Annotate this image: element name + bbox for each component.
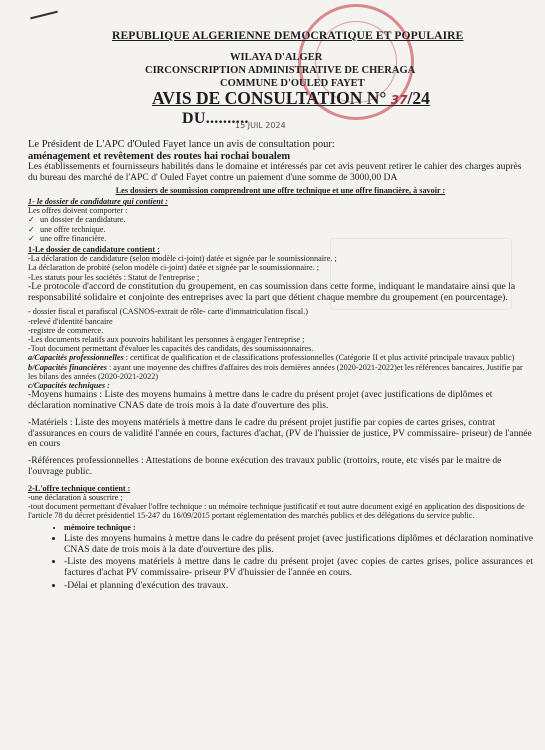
check-icon: ✓ (28, 233, 35, 243)
list-item: • Liste des moyens humains à mettre dans le cadre du présent projet (avec justifications diplômes et déclaration nominative CNAS date de trois mois à la date d'ouverture des plis. (64, 534, 533, 556)
pen-mark (30, 11, 58, 20)
commune-title: COMMUNE D'OULED FAYET (220, 78, 365, 89)
candidature-line: La déclaration de probité (selon modèle ci-joint) datée et signée par le soumissionnaire. ; (28, 263, 320, 273)
avis-title (152, 88, 430, 109)
intro-conditions: Les établissements et fournisseurs habilités dans le domaine et intéressés par cet avis peuvent retirer le cahier des charges auprès du bureau des marché de l'APC d' Ouled Fayet contre un paiement d'une somme de 3000,00 DA (28, 161, 522, 183)
avis-year: /24 (407, 88, 430, 108)
offre-technique-title: 2-L'offre technique contient : (28, 483, 131, 493)
list-item: • -Liste des moyens matériels à mettre dans le cadre du présent projet (avec copies de cartes grises, police assurances et factures d'achat PV commissaire- priseur PV d'huissier de l'année en cours. (64, 557, 533, 579)
candidature-title: 1-Le dossier de candidature contient : (28, 245, 160, 254)
project-subject: aménagement et revêtement des routes hai rochai boualem (28, 150, 291, 162)
wilaya-title: WILAYA D'ALGER (230, 52, 323, 63)
memoire-list (28, 523, 533, 592)
offre-technique-line: -une déclaration à souscrire ; (28, 493, 123, 503)
moyens-humains: -Moyens humains : Liste des moyens humains à mettre dans le cadre du présent projet (avec justifications de diplômes et déclaration nominative CNAS date de trois mois à la date d'ouverture des plis. (28, 389, 493, 412)
candidature-line: -registre de commerce. (28, 325, 104, 335)
section1-intro: Les offres doivent comporter : (28, 206, 128, 216)
document-body (28, 139, 533, 594)
list-item: ✓ une offre financière. (28, 233, 107, 243)
list-item: ✓ une offre technique. (28, 224, 106, 234)
list-item: • mémoire technique : (64, 523, 533, 532)
references-professionnelles: -Références professionnelles : Attestations de bonne exécution des travaux public (trottoirs, route, etc visés par le maitre de l'ouvrage public. (28, 455, 502, 478)
list-item: • -Délai et planning d'exécution des travaux. (64, 581, 533, 592)
list-item: ✓ un dossier de candidature. (28, 215, 126, 225)
candidature-line: -Les documents relatifs aux pouvoirs habilitant les personnes à engager l'entreprise ; (28, 335, 305, 345)
date-stamp: 15 JUIL 2024 (235, 121, 286, 130)
materiels: -Matériels : Liste des moyens matériels à mettre dans le cadre du présent projet justifie par copies de cartes grises, contrat d'assurances en cours de validité l'année en cours, factures d'achat, (PV de l'huissier de justice, PV commissaire- priseur) de l'année en cours (28, 416, 532, 450)
capacites-techniques: c/Capacités techniques : (28, 381, 110, 391)
check-icon: ✓ (28, 224, 35, 234)
circonscription-title: CIRCONSCRIPTION ADMINISTRATIVE DE CHERAGA (145, 65, 416, 76)
candidature-line: -Le protocole d'accord de constitution du groupement, en cas soumission dans cette forme, indiquant le mandataire ainsi que la responsabilité solidaire et conjointe des entreprises avec la part que détient chaque membre du groupement (en pourcentage). (28, 280, 516, 303)
candidature-line: -Les statuts pour les sociétés : Statut de l'entreprise ; (28, 272, 200, 282)
capacites-financieres: b/Capacités financières : ayant une moyenne des chiffres d'affaires des trois dernières années (2020-2021-2022)et les références bancaires. Justifie par les bilans des années (2020-2021-2022) (28, 362, 523, 381)
offre-technique-line: -tout document permettant d'évaluer l'offre technique : un mémoire technique justificatif et tout autre document exigé en application des dispositions de l'article 78 du décret présidentiel 15-247 du 16/09/2015 portant réglementation des marchés publics et des délégations du service public. (28, 502, 525, 521)
republic-title: REPUBLIQUE ALGERIENNE DEMOCRATIQUE ET POPULAIRE (112, 29, 464, 42)
capacites-professionnelles: a/Capacités professionnelles : certificat de qualification et de classifications professionnelles (Catégorie II et plus activité principale travaux public) (28, 353, 515, 363)
dossier-title: Les dossiers de soumission comprendront une offre technique et une offre financière, à savoir : (115, 185, 446, 195)
avis-number: 37 (390, 93, 408, 107)
section1-title: 1- le dossier de candidature qui contient : (28, 196, 168, 206)
intro-line: Le Président de L'APC d'Ouled Fayet lance un avis de consultation pour: (28, 139, 335, 150)
candidature-line: -Tout document permettant d'évaluer les capacités des candidats, des soumissionnaires. (28, 344, 314, 354)
avis-prefix: AVIS DE CONSULTATION N° (152, 88, 387, 108)
candidature-line: -relevé d'identité bancaire (28, 316, 113, 326)
avis-date-line: DU.......... (182, 110, 249, 127)
candidature-line: -La déclaration de candidature (selon modèle ci-joint) datée et signée par le soumissionnaire. ; (28, 254, 337, 264)
candidature-line: - dossier fiscal et parafiscal (CASNOS-extrait de rôle- carte d'immatriculation fiscal.) (28, 307, 308, 317)
check-icon: ✓ (28, 215, 35, 225)
